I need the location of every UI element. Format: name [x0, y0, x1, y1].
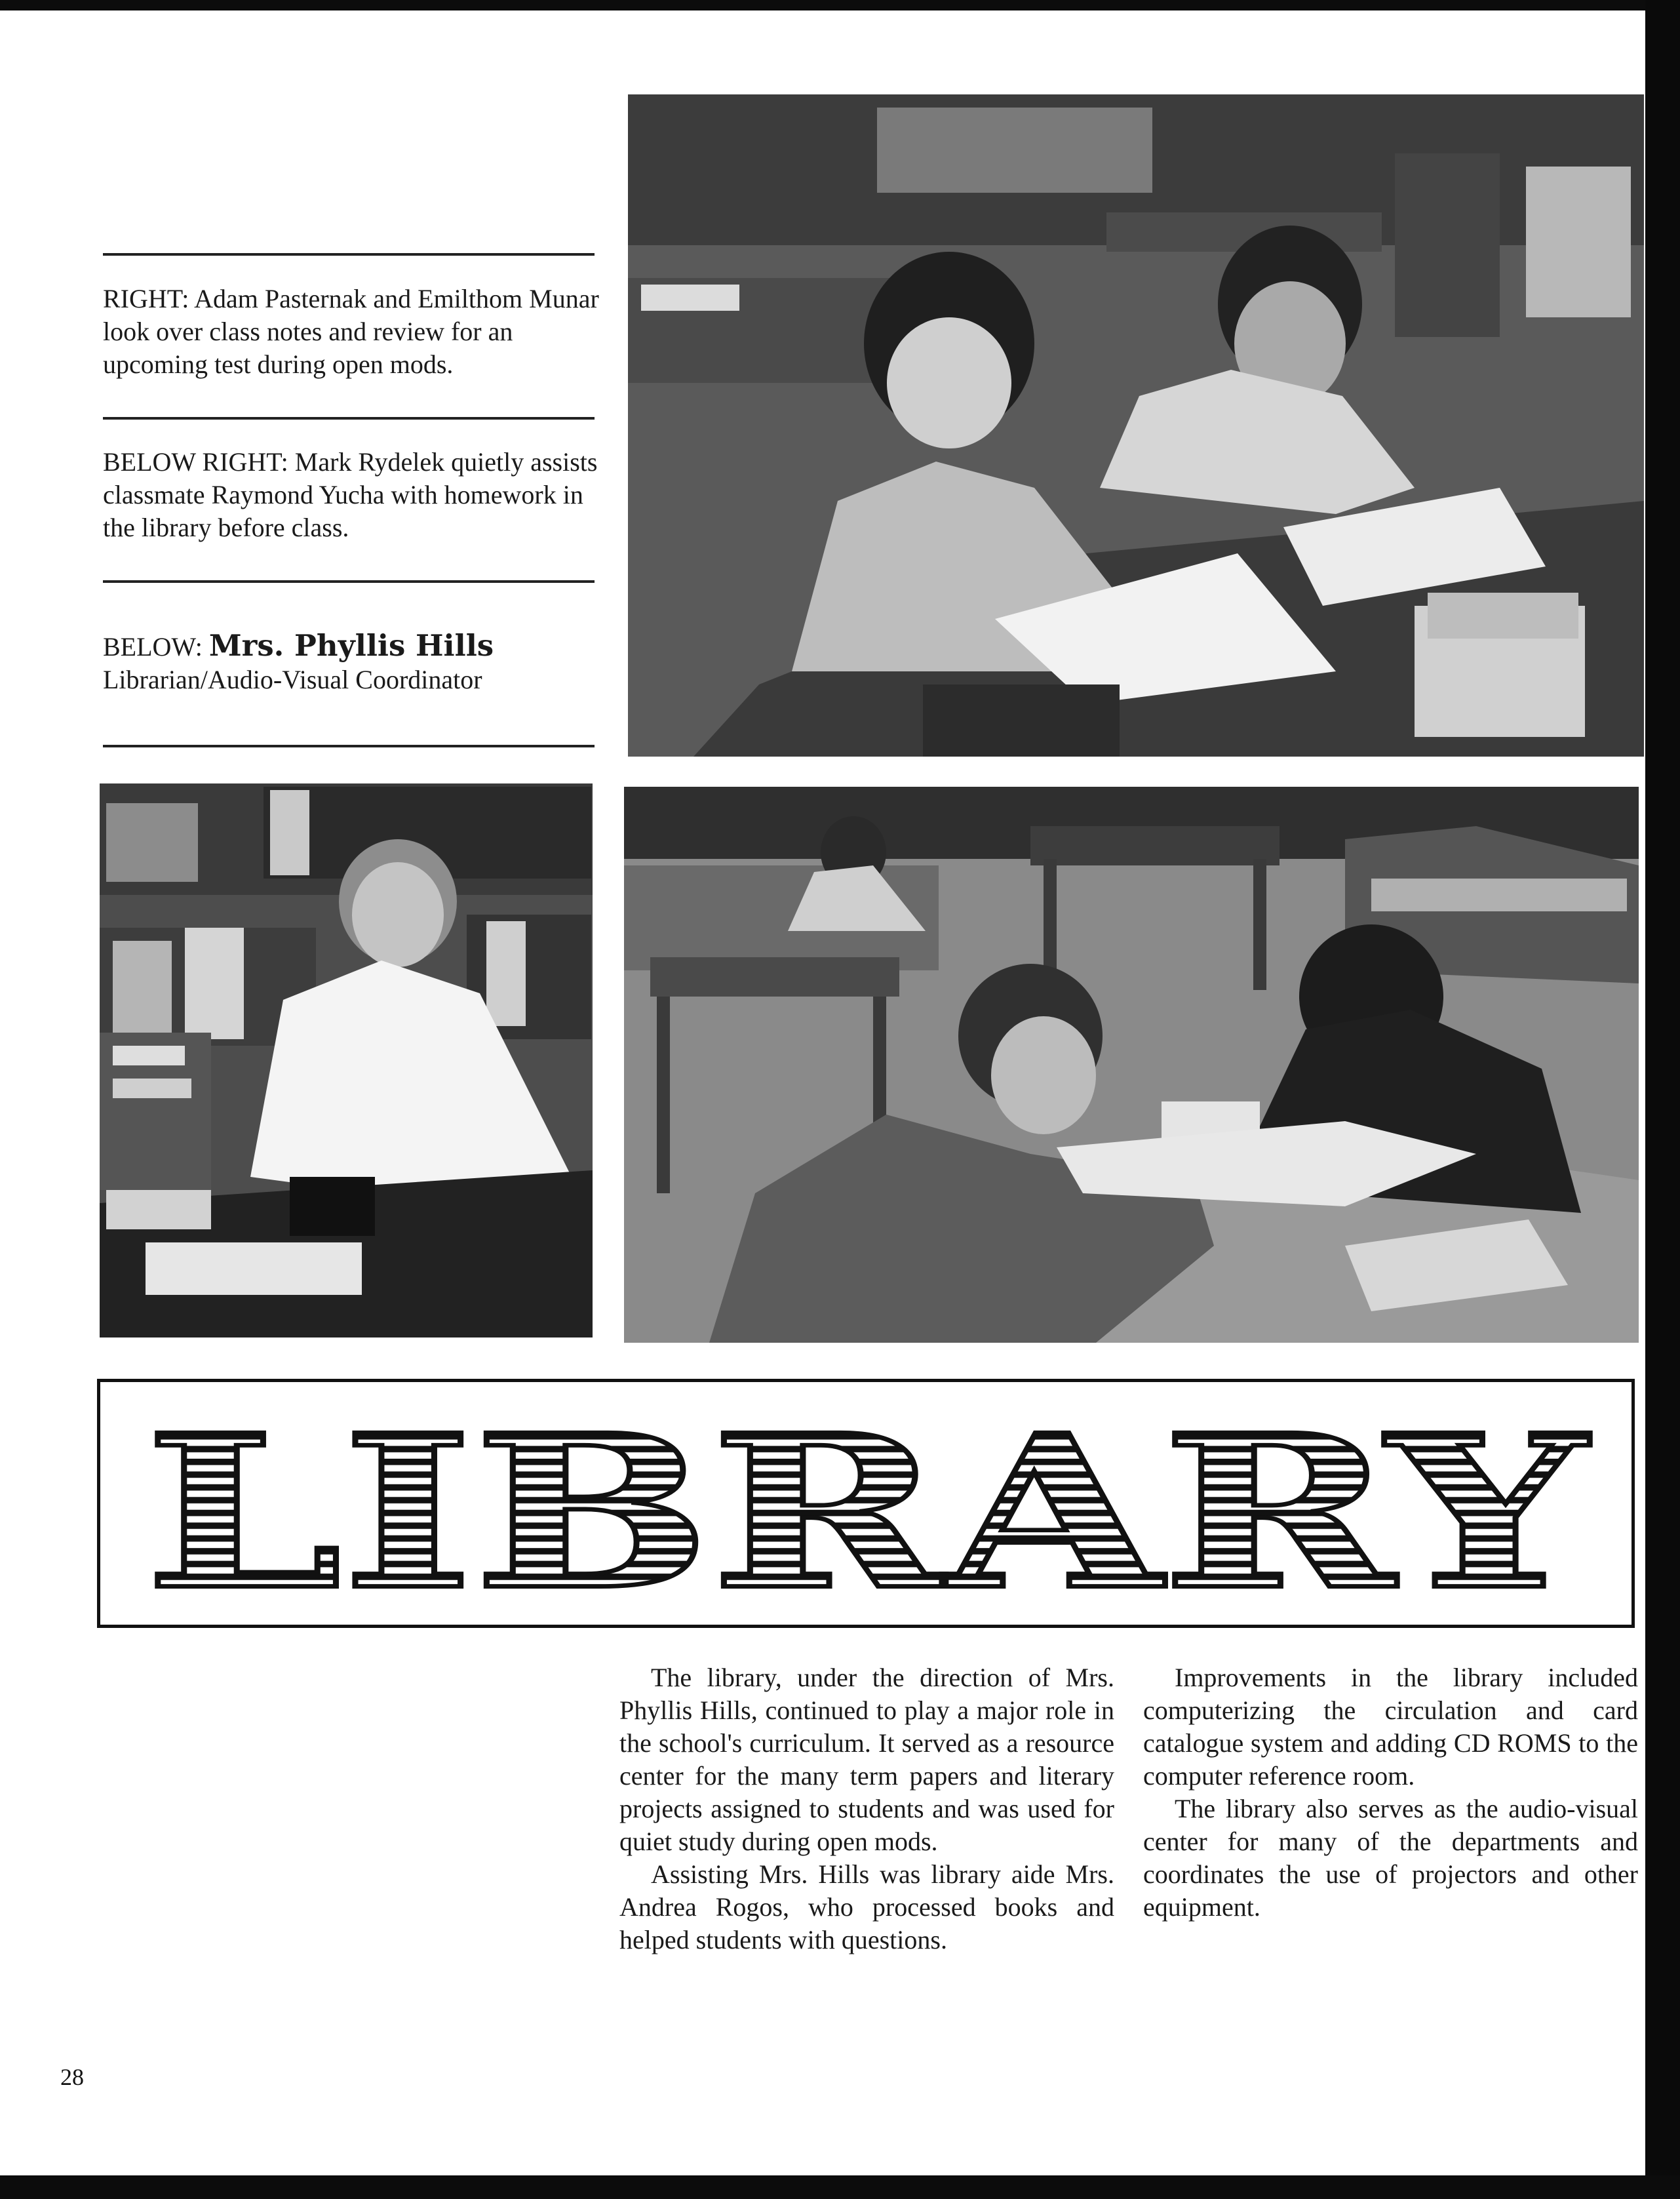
body-column-right [1143, 1661, 1638, 1924]
caption-divider [103, 253, 595, 256]
body-paragraph: Assisting Mrs. Hills was library aide Mrs. Andrea Rogos, who processed books and helped students with questions. [619, 1859, 1114, 1954]
caption-divider [103, 580, 595, 583]
caption-below-prefix: BELOW: [103, 632, 203, 662]
caption-below-right: BELOW RIGHT: Mark Rydelek quietly assists classmate Raymond Yucha with homework in the library before class. [103, 447, 598, 542]
librarian-name: Mrs. Phyllis Hills [208, 628, 494, 663]
caption-below [103, 629, 601, 696]
photo-students-reviewing-notes [628, 94, 1644, 757]
scan-edge-bottom [0, 2175, 1680, 2199]
section-title: LIBRARY [144, 1389, 1593, 1625]
scan-edge-top [0, 0, 1680, 10]
body-paragraph: The library, under the direction of Mrs. Phyllis Hills, continued to play a major role in the school's curriculum. It served as a resource center for the many term papers and literary projects assigned to students and was used for quiet study during open mods. [619, 1663, 1114, 1856]
photo-students-homework [624, 787, 1639, 1343]
scan-edge-right [1645, 0, 1680, 2199]
body-paragraph: Improvements in the library included computerizing the circulation and card catalogue system and adding CD ROMS to the computer reference room. [1143, 1663, 1638, 1791]
librarian-title: Librarian/Audio-Visual Coordinator [103, 665, 482, 694]
body-paragraph: The library also serves as the audio-visual center for many of the departments and coordinates the use of projectors and other equipment. [1143, 1794, 1638, 1922]
section-title-banner [97, 1379, 1635, 1628]
caption-divider [103, 417, 595, 420]
caption-right: RIGHT: Adam Pasternak and Emilthom Munar look over class notes and review for an upcoming test during open mods. [103, 284, 599, 379]
photo-librarian-phyllis-hills [100, 783, 593, 1337]
caption-divider [103, 745, 595, 747]
page-number: 28 [60, 2064, 84, 2090]
body-column-left [619, 1661, 1114, 1956]
